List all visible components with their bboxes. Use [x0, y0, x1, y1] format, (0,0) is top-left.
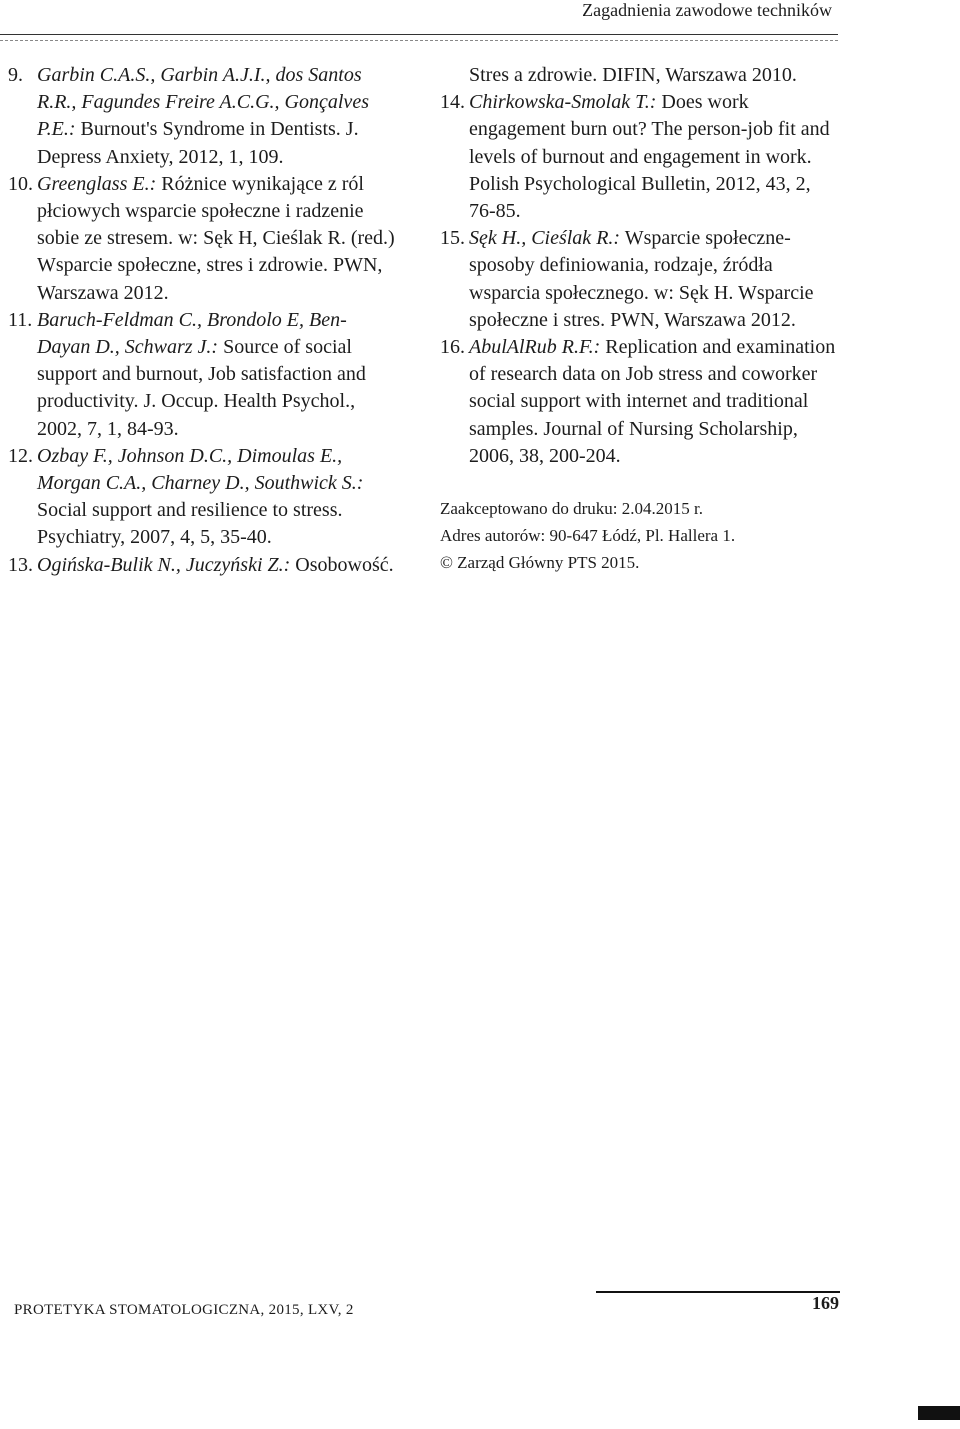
reference-number: 10.: [8, 172, 33, 195]
reference-text: Osobowość.: [295, 553, 394, 576]
article-meta: [440, 495, 840, 576]
reference-number: 11.: [8, 308, 33, 331]
reference-number: 12.: [8, 444, 33, 467]
reference-text: Social support and resilience to stress. Psychiatry, 2007, 4, 5, 35-40.: [37, 499, 343, 549]
reference-authors: Greenglass E.:: [37, 172, 157, 195]
reference-text: Does work engagement burn out? The person-job fit and levels of burnout and engagement in work. Polish Psychological Bulletin, 2012, 43, 2, 76-85.: [469, 91, 830, 223]
reference-15: [440, 225, 840, 334]
reference-authors: Garbin C.A.S., Garbin A.J.I., dos Santos R.R., Fagundes Freire A.C.G., Gonçalves P.E.:: [37, 64, 369, 141]
reference-text: Source of social support and burnout, Job satisfaction and productivity. J. Occup. Health Psychol., 2002, 7, 1, 84-93.: [37, 336, 366, 440]
reference-authors: AbulAlRub R.F.:: [469, 336, 601, 359]
reference-10: [8, 171, 400, 307]
reference-authors: Baruch-Feldman C., Brondolo E, Ben-Dayan D., Schwarz J.:: [37, 308, 347, 359]
page-number: 169: [812, 1293, 839, 1313]
reference-authors: Ogińska-Bulik N., Juczyński Z.:: [37, 553, 291, 576]
reference-number: 15.: [440, 227, 465, 250]
reference-14: [440, 89, 840, 225]
scan-artifact: [918, 1406, 960, 1420]
reference-text: Różnice wynikające z ról płciowych wsparcie społeczne i radzenie sobie ze stresem. w: Sęk H, Cieślak R. (red.) Wsparcie społeczne, stres i zdrowie. PWN, Warszawa 2012.: [37, 172, 395, 304]
reference-13-continuation: Stres a zdrowie. DIFIN, Warszawa 2010.: [469, 64, 797, 86]
reference-12: [8, 443, 400, 552]
reference-9: [8, 62, 400, 171]
reference-11: [8, 307, 400, 443]
reference-authors: Chirkowska-Smolak T.:: [469, 91, 657, 114]
authors-address: Adres autorów: 90-647 Łódź, Pl. Hallera 1.: [440, 526, 736, 546]
header-rule-dashed: [0, 40, 838, 41]
accepted-date: Zaakceptowano do druku: 2.04.2015 r.: [440, 499, 703, 519]
reference-number: 14.: [440, 91, 465, 114]
reference-number: 13.: [8, 553, 33, 576]
reference-13: [8, 552, 400, 579]
reference-number: 16.: [440, 336, 465, 359]
header-rule: [0, 34, 838, 35]
reference-text: Burnout's Syndrome in Dentists. J. Depress Anxiety, 2012, 1, 109.: [37, 118, 359, 168]
reference-16: [440, 334, 840, 470]
references-left-column: [8, 62, 400, 579]
reference-authors: Sęk H., Cieślak R.:: [469, 227, 621, 250]
reference-number: 9.: [8, 64, 23, 86]
reference-text: Replication and examination of research data on Job stress and coworker social support with internet and traditional samples. Journal of Nursing Scholarship, 2006, 38, 200-204.: [469, 336, 836, 467]
reference-text: Wsparcie społeczne-sposoby definiowania, rodzaje, źródła wsparcia społecznego. w: Sęk H. Wsparcie społeczne i stres. PWN, Warszawa 2012.: [469, 227, 814, 331]
section-header: Zagadnienia zawodowe techników: [582, 0, 832, 20]
footer-rule: [596, 1291, 840, 1293]
journal-footer: PROTETYKA STOMATOLOGICZNA, 2015, LXV, 2: [14, 1302, 354, 1318]
copyright-notice: © Zarząd Główny PTS 2015.: [440, 553, 640, 573]
references-right-column: [440, 62, 840, 576]
reference-authors: Ozbay F., Johnson D.C., Dimoulas E., Morgan C.A., Charney D., Southwick S.:: [37, 444, 364, 495]
